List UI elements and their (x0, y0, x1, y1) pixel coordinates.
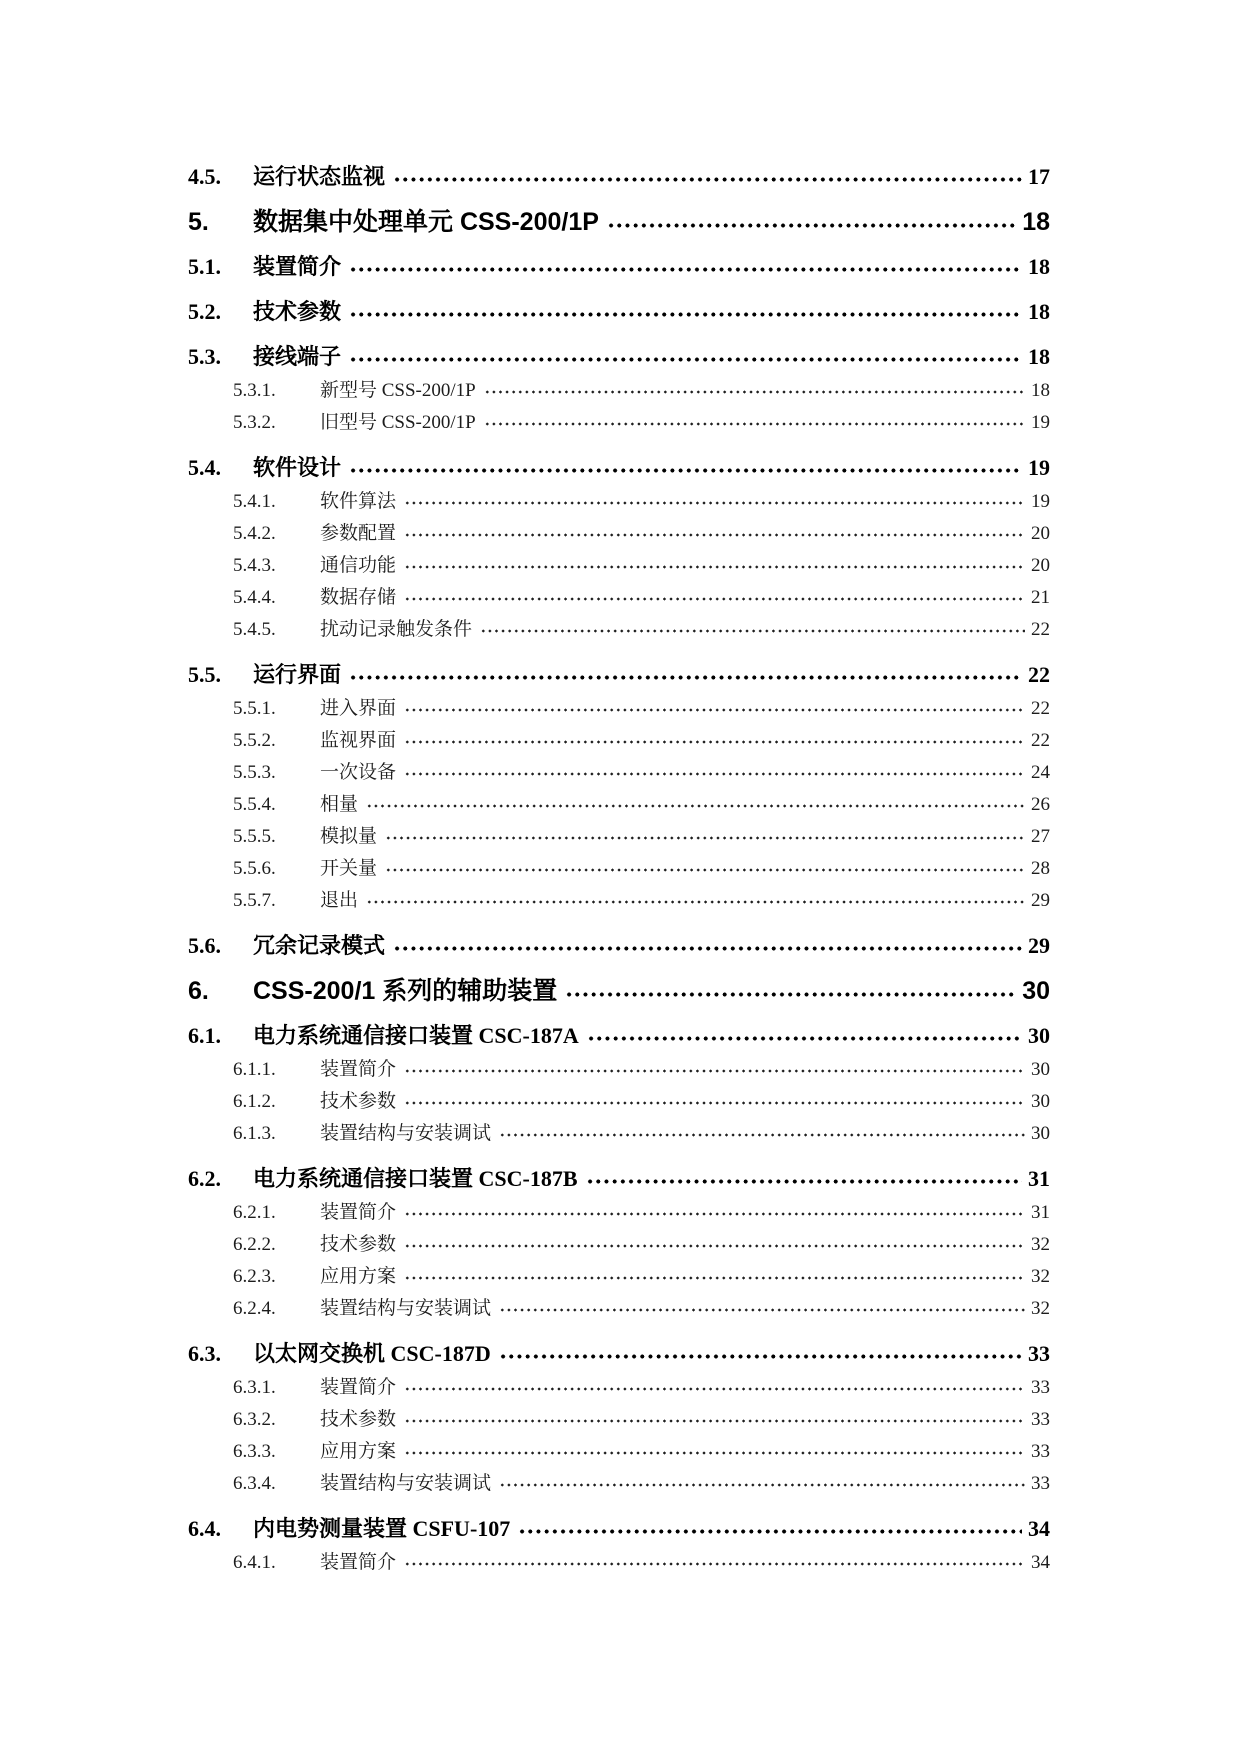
toc-entry-title: 装置结构与安装调试 (320, 1298, 492, 1319)
dotted-leader (349, 348, 1022, 364)
toc-entry-number: 5.4.2. (233, 523, 276, 544)
toc-entry-number: 6.2.2. (233, 1234, 276, 1255)
toc-entry-page-number: 32 (1031, 1234, 1050, 1255)
toc-entry-number: 5. (188, 208, 209, 236)
toc-entry-page-number: 26 (1031, 794, 1050, 815)
toc-entry-page-number: 18 (1031, 380, 1050, 401)
dotted-leader (480, 619, 1025, 635)
toc-entry-number: 6.2.4. (233, 1298, 276, 1319)
toc-entry-page-number: 34 (1028, 1516, 1050, 1541)
toc-entry[interactable] (188, 1547, 1050, 1579)
toc-entry-page-number: 21 (1031, 587, 1050, 608)
toc-entry-number: 5.4. (188, 455, 221, 480)
toc-entry[interactable] (188, 161, 1050, 193)
toc-entry[interactable] (188, 1020, 1050, 1052)
toc-entry-title: 数据存储 (320, 587, 397, 608)
toc-entry-title: 退出 (320, 890, 359, 911)
toc-entry-page-number: 33 (1031, 1409, 1050, 1430)
toc-entry-title: 一次设备 (320, 762, 397, 783)
toc-entry-title: 应用方案 (320, 1441, 397, 1462)
toc-entry[interactable] (188, 725, 1050, 757)
toc-entry-title: 电力系统通信接口装置 CSC-187B (253, 1166, 578, 1191)
toc-entry[interactable] (188, 885, 1050, 917)
dotted-leader (499, 1473, 1025, 1489)
toc-entry-page-number: 18 (1028, 299, 1050, 324)
toc-entry-number: 6.2. (188, 1166, 221, 1191)
toc-entry-title: 电力系统通信接口装置 CSC-187A (253, 1023, 579, 1048)
toc-entry[interactable] (188, 1436, 1050, 1468)
toc-entry-number: 5.1. (188, 254, 221, 279)
dotted-leader (366, 890, 1025, 906)
toc-entry-title: 数据集中处理单元 CSS-200/1P (253, 208, 599, 236)
toc-entry-page-number: 27 (1031, 826, 1050, 847)
toc-entry-number: 5.4.4. (233, 587, 276, 608)
toc-entry-title: 装置简介 (253, 254, 342, 279)
toc-entry[interactable] (188, 251, 1050, 283)
toc-entry[interactable] (188, 1261, 1050, 1293)
dotted-leader (404, 1409, 1025, 1425)
toc-entry-page-number: 24 (1031, 762, 1050, 783)
toc-entry[interactable] (188, 407, 1050, 439)
toc-entry-title: 相量 (320, 794, 359, 815)
toc-entry-title: 进入界面 (320, 698, 397, 719)
dotted-leader (349, 459, 1022, 475)
toc-entry-title: 软件算法 (320, 491, 397, 512)
dotted-leader (393, 937, 1022, 953)
toc-entry[interactable] (188, 341, 1050, 373)
toc-entry-page-number: 33 (1031, 1441, 1050, 1462)
toc-entry-title: 装置简介 (320, 1202, 397, 1223)
dotted-leader (404, 523, 1025, 539)
toc-entry-page-number: 20 (1031, 523, 1050, 544)
toc-entry-title: 技术参数 (253, 299, 342, 324)
toc-entry-page-number: 22 (1031, 730, 1050, 751)
toc-entry-title: 软件设计 (253, 455, 342, 480)
toc-entry-page-number: 17 (1028, 164, 1050, 189)
toc-entry-page-number: 34 (1031, 1552, 1050, 1573)
toc-entry-title: 监视界面 (320, 730, 397, 751)
dotted-leader (499, 1345, 1022, 1361)
toc-entry-number: 6.1.3. (233, 1123, 276, 1144)
toc-entry-title: 通信功能 (320, 555, 397, 576)
toc-entry[interactable] (188, 1163, 1050, 1195)
dotted-leader (404, 1234, 1025, 1250)
toc-entry-number: 6.1.2. (233, 1091, 276, 1112)
dotted-leader (404, 1552, 1025, 1568)
dotted-leader (349, 258, 1022, 274)
toc-entry[interactable] (188, 206, 1050, 238)
toc-entry-page-number: 30 (1028, 1023, 1050, 1048)
toc-entry-page-number: 22 (1031, 619, 1050, 640)
toc-entry-title: 开关量 (320, 858, 378, 879)
toc-entry-number: 5.5.3. (233, 762, 276, 783)
toc-entry[interactable] (188, 375, 1050, 407)
toc-entry-number: 5.4.5. (233, 619, 276, 640)
toc-entry[interactable] (188, 518, 1050, 550)
toc-entry-page-number: 33 (1028, 1341, 1050, 1366)
toc-entry[interactable] (188, 452, 1050, 484)
dotted-leader (404, 587, 1025, 603)
toc-entry-page-number: 19 (1028, 455, 1050, 480)
dotted-leader (587, 1027, 1022, 1043)
toc-entry-title: 旧型号 CSS-200/1P (320, 412, 476, 433)
dotted-leader (565, 983, 1016, 999)
toc-entry[interactable] (188, 1229, 1050, 1261)
toc-entry-title: 装置简介 (320, 1552, 397, 1573)
toc-entry-page-number: 22 (1028, 662, 1050, 687)
toc-entry-number: 6.3.2. (233, 1409, 276, 1430)
dotted-leader (385, 826, 1025, 842)
toc-entry[interactable] (188, 486, 1050, 518)
dotted-leader (404, 1377, 1025, 1393)
toc-entry-title: 装置结构与安装调试 (320, 1123, 492, 1144)
toc-entry-page-number: 31 (1031, 1202, 1050, 1223)
toc-entry-page-number: 29 (1031, 890, 1050, 911)
toc-entry[interactable] (188, 821, 1050, 853)
toc-entry-number: 6. (188, 977, 209, 1005)
toc-entry-number: 5.5.1. (233, 698, 276, 719)
toc-entry-page-number: 22 (1031, 698, 1050, 719)
toc-entry-page-number: 32 (1031, 1298, 1050, 1319)
toc-entry[interactable] (188, 1513, 1050, 1545)
toc-entry-number: 5.5. (188, 662, 221, 687)
toc-entry[interactable] (188, 296, 1050, 328)
toc-entry-page-number: 33 (1031, 1473, 1050, 1494)
toc-entry-title: 参数配置 (320, 523, 397, 544)
toc-entry[interactable] (188, 1468, 1050, 1500)
dotted-leader (484, 412, 1025, 428)
toc-entry-number: 6.3.1. (233, 1377, 276, 1398)
toc-entry-title: 冗余记录模式 (253, 933, 386, 958)
toc-entry[interactable] (188, 789, 1050, 821)
toc-entry-title: 内电势测量装置 CSFU-107 (253, 1516, 511, 1541)
toc-entry[interactable] (188, 853, 1050, 885)
toc-entry-number: 5.5.2. (233, 730, 276, 751)
toc-entry-number: 5.6. (188, 933, 221, 958)
dotted-leader (404, 555, 1025, 571)
toc-entry-number: 6.1.1. (233, 1059, 276, 1080)
dotted-leader (404, 1266, 1025, 1282)
toc-entry[interactable] (188, 930, 1050, 962)
toc-entry-page-number: 20 (1031, 555, 1050, 576)
toc-entry-page-number: 18 (1022, 208, 1050, 236)
toc-entry[interactable] (188, 1118, 1050, 1150)
toc-entry[interactable] (188, 975, 1050, 1007)
dotted-leader (484, 380, 1025, 396)
toc-entry[interactable] (188, 659, 1050, 691)
dotted-leader (518, 1520, 1022, 1536)
toc-entry-title: 技术参数 (320, 1091, 397, 1112)
toc-entry-page-number: 32 (1031, 1266, 1050, 1287)
toc-entry[interactable] (188, 1086, 1050, 1118)
toc-entry-number: 6.4. (188, 1516, 221, 1541)
toc-entry[interactable] (188, 693, 1050, 725)
dotted-leader (607, 214, 1016, 230)
toc-entry[interactable] (188, 1372, 1050, 1404)
toc-entry-number: 6.3.3. (233, 1441, 276, 1462)
toc-entry-title: 扰动记录触发条件 (320, 619, 473, 640)
dotted-leader (349, 666, 1022, 682)
toc-entry-number: 5.3. (188, 344, 221, 369)
toc-entry[interactable] (188, 757, 1050, 789)
toc-entry-page-number: 31 (1028, 1166, 1050, 1191)
toc-entry-number: 5.3.1. (233, 380, 276, 401)
toc-entry[interactable] (188, 1404, 1050, 1436)
toc-entry-number: 6.2.1. (233, 1202, 276, 1223)
toc-entry-page-number: 28 (1031, 858, 1050, 879)
toc-entry-number: 5.5.5. (233, 826, 276, 847)
toc-entry-number: 5.4.3. (233, 555, 276, 576)
toc-entry-number: 5.2. (188, 299, 221, 324)
toc-entry[interactable] (188, 1197, 1050, 1229)
toc-entry-number: 5.5.7. (233, 890, 276, 911)
dotted-leader (404, 762, 1025, 778)
toc-entry-title: 运行状态监视 (253, 164, 386, 189)
toc-entry-title: 以太网交换机 CSC-187D (253, 1341, 491, 1366)
dotted-leader (404, 1091, 1025, 1107)
toc-entry-page-number: 30 (1031, 1059, 1050, 1080)
dotted-leader (586, 1170, 1022, 1186)
dotted-leader (349, 303, 1022, 319)
toc-entry-page-number: 19 (1031, 491, 1050, 512)
toc-entry-title: 应用方案 (320, 1266, 397, 1287)
toc-entry-page-number: 29 (1028, 933, 1050, 958)
toc-entry-title: 接线端子 (253, 344, 342, 369)
toc-entry-title: 装置简介 (320, 1377, 397, 1398)
dotted-leader (499, 1123, 1025, 1139)
toc-entry[interactable] (188, 1293, 1050, 1325)
dotted-leader (393, 168, 1022, 184)
toc-entry-number: 6.3. (188, 1341, 221, 1366)
dotted-leader (404, 1441, 1025, 1457)
toc-entry[interactable] (188, 614, 1050, 646)
toc-entry-title: CSS-200/1 系列的辅助装置 (253, 977, 558, 1005)
toc-entry-page-number: 33 (1031, 1377, 1050, 1398)
toc-entry-number: 5.4.1. (233, 491, 276, 512)
dotted-leader (404, 698, 1025, 714)
toc-entry-number: 6.4.1. (233, 1552, 276, 1573)
dotted-leader (404, 1202, 1025, 1218)
toc-entry-title: 装置简介 (320, 1059, 397, 1080)
toc-entry-number: 6.2.3. (233, 1266, 276, 1287)
toc-entry-title: 模拟量 (320, 826, 378, 847)
toc-entry-number: 6.3.4. (233, 1473, 276, 1494)
dotted-leader (404, 491, 1025, 507)
toc-entry-page-number: 18 (1028, 254, 1050, 279)
toc-entry-page-number: 19 (1031, 412, 1050, 433)
toc-entry-title: 运行界面 (253, 662, 342, 687)
toc-entry-page-number: 30 (1022, 977, 1050, 1005)
toc-entry-number: 6.1. (188, 1023, 221, 1048)
toc-entry[interactable] (188, 1338, 1050, 1370)
toc-entry-number: 5.3.2. (233, 412, 276, 433)
toc-entry-title: 技术参数 (320, 1234, 397, 1255)
toc-entry-number: 4.5. (188, 164, 221, 189)
toc-entry[interactable] (188, 550, 1050, 582)
toc-entry-number: 5.5.4. (233, 794, 276, 815)
toc-entry-page-number: 30 (1031, 1123, 1050, 1144)
toc-entry-title: 装置结构与安装调试 (320, 1473, 492, 1494)
dotted-leader (404, 730, 1025, 746)
toc-entry[interactable] (188, 1054, 1050, 1086)
dotted-leader (404, 1059, 1025, 1075)
toc-entry-title: 新型号 CSS-200/1P (320, 380, 476, 401)
toc-entry-number: 5.5.6. (233, 858, 276, 879)
toc-entry-title: 技术参数 (320, 1409, 397, 1430)
toc-entry-page-number: 30 (1031, 1091, 1050, 1112)
dotted-leader (366, 794, 1025, 810)
dotted-leader (385, 858, 1025, 874)
toc-entry-page-number: 18 (1028, 344, 1050, 369)
toc-entry[interactable] (188, 582, 1050, 614)
dotted-leader (499, 1298, 1025, 1314)
